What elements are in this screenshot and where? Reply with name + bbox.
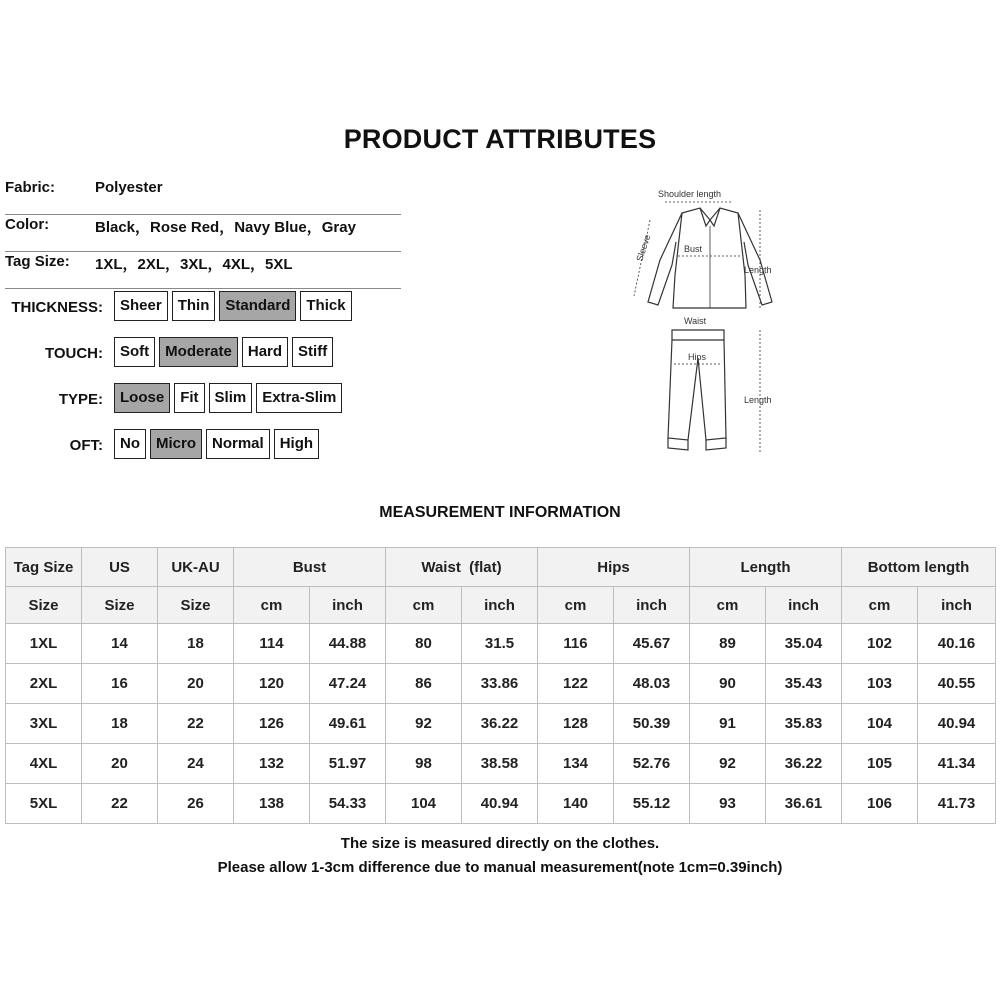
- table-cell: 14: [82, 624, 158, 664]
- option-group: [114, 383, 342, 413]
- table-cell: 38.58: [462, 744, 538, 784]
- divider: [5, 214, 401, 215]
- waist-label: Waist: [684, 316, 707, 326]
- table-cell: 102: [842, 624, 918, 664]
- table-cell: 35.43: [766, 664, 842, 704]
- table-cell: 92: [386, 704, 462, 744]
- table-cell: 45.67: [614, 624, 690, 664]
- table-cell: 51.97: [310, 744, 386, 784]
- pants-length-label: Length: [744, 395, 772, 405]
- option-loose-selected: Loose: [114, 383, 170, 413]
- option-no: No: [114, 429, 146, 459]
- table-cell: 31.5: [462, 624, 538, 664]
- table-cell: 91: [690, 704, 766, 744]
- option-group: [114, 291, 352, 321]
- table-cell: 26: [158, 784, 234, 824]
- table-cell: 5XL: [6, 784, 82, 824]
- table-cell: 44.88: [310, 624, 386, 664]
- option-slim: Slim: [209, 383, 253, 413]
- table-cell: 40.16: [918, 624, 996, 664]
- attr-value: 1XL，2XL，3XL，4XL，5XL: [95, 256, 293, 273]
- attr-value: Polyester: [95, 179, 163, 196]
- table-cell: 122: [538, 664, 614, 704]
- column-header: Hips: [538, 548, 690, 587]
- table-row: [6, 704, 996, 744]
- table-cell: 36.22: [766, 744, 842, 784]
- table-cell: 106: [842, 784, 918, 824]
- unit-header: cm: [386, 587, 462, 624]
- page-title: PRODUCT ATTRIBUTES: [343, 124, 657, 154]
- table-cell: 52.76: [614, 744, 690, 784]
- column-header: Waist (flat): [386, 548, 538, 587]
- pants-waistband: [672, 330, 724, 340]
- column-header: Bust: [234, 548, 386, 587]
- divider: [5, 288, 401, 289]
- column-header: Length: [690, 548, 842, 587]
- option-label: TYPE:: [58, 391, 103, 408]
- table-cell: 48.03: [614, 664, 690, 704]
- table-cell: 134: [538, 744, 614, 784]
- table-cell: 1XL: [6, 624, 82, 664]
- table-cell: 18: [158, 624, 234, 664]
- column-header: US: [82, 548, 158, 587]
- table-cell: 41.73: [918, 784, 996, 824]
- shirt-body: [673, 208, 746, 308]
- table-cell: 138: [234, 784, 310, 824]
- option-group: [114, 429, 319, 459]
- table-row: [6, 664, 996, 704]
- unit-header: Size: [6, 587, 82, 624]
- option-label: TOUCH:: [44, 345, 103, 362]
- unit-header: Size: [158, 587, 234, 624]
- table-cell: 98: [386, 744, 462, 784]
- table-cell: 22: [82, 784, 158, 824]
- table-cell: 93: [690, 784, 766, 824]
- divider: [5, 251, 401, 252]
- hips-label: Hips: [688, 352, 707, 362]
- unit-header: inch: [310, 587, 386, 624]
- measurement-table: [5, 547, 996, 824]
- table-cell: 120: [234, 664, 310, 704]
- attr-row-tag-size: [5, 253, 401, 289]
- table-row: [6, 624, 996, 664]
- option-soft: Soft: [114, 337, 155, 367]
- table-cell: 104: [842, 704, 918, 744]
- option-sheer: Sheer: [114, 291, 168, 321]
- bust-label: Bust: [684, 244, 703, 254]
- table-cell: 22: [158, 704, 234, 744]
- unit-header: Size: [82, 587, 158, 624]
- unit-header: inch: [766, 587, 842, 624]
- table-cell: 40.94: [462, 784, 538, 824]
- table-cell: 126: [234, 704, 310, 744]
- unit-header: cm: [234, 587, 310, 624]
- table-cell: 114: [234, 624, 310, 664]
- top-length-label: Length: [744, 265, 772, 275]
- measurement-disclaimer: Please allow 1-3cm difference due to manual measurement(note 1cm=0.39inch): [217, 859, 783, 876]
- attr-value: Black，Rose Red，Navy Blue，Gray: [95, 219, 356, 236]
- table-cell: 40.55: [918, 664, 996, 704]
- unit-header: cm: [690, 587, 766, 624]
- option-hard: Hard: [242, 337, 288, 367]
- table-cell: 55.12: [614, 784, 690, 824]
- attr-row-color: [5, 216, 401, 252]
- column-header: Bottom length: [842, 548, 996, 587]
- unit-header: cm: [538, 587, 614, 624]
- option-standard-selected: Standard: [219, 291, 296, 321]
- table-cell: 33.86: [462, 664, 538, 704]
- table-cell: 3XL: [6, 704, 82, 744]
- unit-header: inch: [918, 587, 996, 624]
- option-label: THICKNESS:: [11, 299, 103, 316]
- table-cell: 16: [82, 664, 158, 704]
- measurement-note: The size is measured directly on the clothes.: [340, 835, 660, 852]
- table-cell: 49.61: [310, 704, 386, 744]
- option-micro-selected: Micro: [150, 429, 202, 459]
- table-cell: 90: [690, 664, 766, 704]
- option-group: [114, 337, 333, 367]
- table-cell: 36.61: [766, 784, 842, 824]
- attr-label: Color:: [5, 216, 50, 233]
- table-cell: 35.83: [766, 704, 842, 744]
- unit-header: inch: [462, 587, 538, 624]
- option-stiff: Stiff: [292, 337, 333, 367]
- table-cell: 20: [158, 664, 234, 704]
- table-cell: 41.34: [918, 744, 996, 784]
- table-row: [6, 784, 996, 824]
- option-high: High: [274, 429, 319, 459]
- garment-size-diagram: [620, 180, 820, 460]
- table-cell: 40.94: [918, 704, 996, 744]
- table-cell: 80: [386, 624, 462, 664]
- table-subheader-row: [6, 587, 996, 624]
- table-cell: 54.33: [310, 784, 386, 824]
- option-label: OFT:: [69, 437, 103, 454]
- column-header: UK-AU: [158, 548, 234, 587]
- sleeve-label: Sleeve: [634, 233, 653, 263]
- table-cell: 18: [82, 704, 158, 744]
- table-cell: 50.39: [614, 704, 690, 744]
- table-cell: 128: [538, 704, 614, 744]
- table-cell: 35.04: [766, 624, 842, 664]
- option-normal: Normal: [206, 429, 270, 459]
- table-cell: 140: [538, 784, 614, 824]
- table-cell: 36.22: [462, 704, 538, 744]
- measurement-title: MEASUREMENT INFORMATION: [379, 504, 621, 521]
- table-cell: 20: [82, 744, 158, 784]
- option-fit: Fit: [174, 383, 204, 413]
- table-row: [6, 744, 996, 784]
- table-cell: 86: [386, 664, 462, 704]
- table-cell: 105: [842, 744, 918, 784]
- column-header: Tag Size: [6, 548, 82, 587]
- shoulder-length-label: Shoulder length: [658, 189, 722, 199]
- table-cell: 4XL: [6, 744, 82, 784]
- table-cell: 116: [538, 624, 614, 664]
- table-cell: 89: [690, 624, 766, 664]
- table-cell: 103: [842, 664, 918, 704]
- table-header-row: [6, 548, 996, 587]
- table-cell: 132: [234, 744, 310, 784]
- attr-label: Tag Size:: [5, 253, 70, 270]
- table-cell: 24: [158, 744, 234, 784]
- table-cell: 92: [690, 744, 766, 784]
- option-thin: Thin: [172, 291, 216, 321]
- attr-row-fabric: [5, 179, 401, 215]
- option-thick: Thick: [300, 291, 351, 321]
- option-moderate-selected: Moderate: [159, 337, 238, 367]
- option-extra-slim: Extra-Slim: [256, 383, 342, 413]
- table-cell: 47.24: [310, 664, 386, 704]
- unit-header: cm: [842, 587, 918, 624]
- unit-header: inch: [614, 587, 690, 624]
- table-cell: 104: [386, 784, 462, 824]
- table-cell: 2XL: [6, 664, 82, 704]
- attr-label: Fabric:: [5, 179, 56, 196]
